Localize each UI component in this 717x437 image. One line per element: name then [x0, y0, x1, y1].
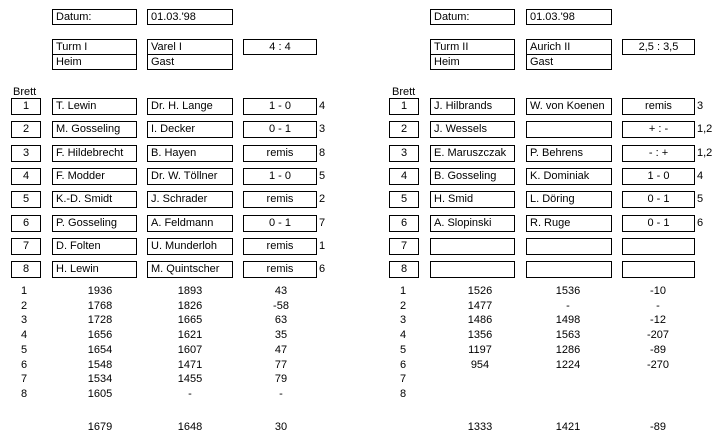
board-result-field[interactable]: 1 - 0: [243, 98, 317, 115]
rating-home-value: 1936: [87, 285, 113, 297]
rating-row-number: 3: [399, 314, 407, 326]
rating-row-number: 5: [20, 344, 28, 356]
left-team-guest-field[interactable]: Varel I: [147, 39, 233, 55]
board-home-player-field[interactable]: J. Wessels: [430, 121, 515, 138]
right-home-label: Heim: [430, 54, 515, 70]
rating-guest-value: 1826: [177, 300, 203, 312]
board-guest-player-field[interactable]: U. Munderloh: [147, 238, 233, 255]
rating-row-number: 6: [399, 359, 407, 371]
board-note: 4: [319, 100, 326, 112]
rating-guest-value: 1665: [177, 314, 203, 326]
rating-guest-average: 1648: [177, 421, 203, 433]
rating-diff-value: 47: [274, 344, 288, 356]
board-number: 6: [11, 215, 41, 232]
rating-guest-value: 1455: [177, 373, 203, 385]
rating-home-value: 1486: [467, 314, 493, 326]
board-result-field[interactable]: remis: [243, 145, 317, 162]
rating-guest-value: 1471: [177, 359, 203, 371]
board-note: 5: [697, 193, 704, 205]
rating-home-value: 1356: [467, 329, 493, 341]
left-home-label: Heim: [52, 54, 137, 70]
rating-row-number: 2: [20, 300, 28, 312]
rating-row-number: 3: [20, 314, 28, 326]
board-number: 4: [389, 168, 419, 185]
board-result-field[interactable]: remis: [243, 238, 317, 255]
board-result-field[interactable]: + : -: [622, 121, 695, 138]
left-guest-label: Gast: [147, 54, 233, 70]
board-result-field[interactable]: 1 - 0: [243, 168, 317, 185]
rating-home-average: 1679: [87, 421, 113, 433]
rating-guest-average: 1421: [555, 421, 581, 433]
rating-home-value: 1477: [467, 300, 493, 312]
rating-row-number: 8: [20, 388, 28, 400]
board-result-field[interactable]: [622, 261, 695, 278]
board-guest-player-field[interactable]: I. Decker: [147, 121, 233, 138]
board-note: 6: [697, 217, 704, 229]
board-note: 1,2: [697, 147, 713, 159]
rating-home-value: 1654: [87, 344, 113, 356]
board-result-field[interactable]: remis: [622, 98, 695, 115]
board-number: 6: [389, 215, 419, 232]
board-home-player-field[interactable]: M. Gosseling: [52, 121, 137, 138]
board-number: 3: [11, 145, 41, 162]
board-guest-player-field[interactable]: A. Feldmann: [147, 215, 233, 232]
board-guest-player-field[interactable]: J. Schrader: [147, 191, 233, 208]
board-result-field[interactable]: 0 - 1: [243, 121, 317, 138]
board-home-player-field[interactable]: H. Smid: [430, 191, 515, 208]
board-note: 3: [319, 123, 326, 135]
board-home-player-field[interactable]: J. Hilbrands: [430, 98, 515, 115]
board-guest-player-field[interactable]: L. Döring: [526, 191, 612, 208]
rating-row-number: 4: [20, 329, 28, 341]
rating-guest-value: 1621: [177, 329, 203, 341]
right-datum-field[interactable]: 01.03.'98: [526, 9, 612, 25]
board-guest-player-field[interactable]: K. Dominiak: [526, 168, 612, 185]
board-home-player-field[interactable]: K.-D. Smidt: [52, 191, 137, 208]
rating-guest-value: 1286: [555, 344, 581, 356]
rating-guest-value: 1893: [177, 285, 203, 297]
board-result-field[interactable]: - : +: [622, 145, 695, 162]
rating-guest-value: -: [188, 388, 192, 400]
board-number: 3: [389, 145, 419, 162]
right-score-field[interactable]: 2,5 : 3,5: [622, 39, 695, 55]
rating-home-value: 1548: [87, 359, 113, 371]
rating-diff-value: -207: [646, 329, 670, 341]
rating-guest-value: -: [566, 300, 570, 312]
board-result-field[interactable]: 1 - 0: [622, 168, 695, 185]
board-home-player-field[interactable]: A. Slopinski: [430, 215, 515, 232]
board-number: 2: [11, 121, 41, 138]
board-note: 2: [319, 193, 326, 205]
rating-home-value: 1526: [467, 285, 493, 297]
board-result-field[interactable]: remis: [243, 261, 317, 278]
rating-diff-value: 43: [274, 285, 288, 297]
rating-row-number: 4: [399, 329, 407, 341]
board-guest-player-field[interactable]: [526, 261, 612, 278]
board-guest-player-field[interactable]: Dr. W. Töllner: [147, 168, 233, 185]
rating-row-number: 7: [399, 373, 407, 385]
rating-diff-value: 77: [274, 359, 288, 371]
rating-row-number: 8: [399, 388, 407, 400]
rating-home-value: 1197: [468, 344, 492, 356]
right-brett-label: Brett: [392, 86, 416, 98]
board-number: 2: [389, 121, 419, 138]
board-home-player-field[interactable]: H. Lewin: [52, 261, 137, 278]
right-team-guest-field[interactable]: Aurich II: [526, 39, 612, 55]
board-guest-player-field[interactable]: M. Quintscher: [147, 261, 233, 278]
board-number: 1: [389, 98, 419, 115]
left-team-home-field[interactable]: Turm I: [52, 39, 137, 55]
board-note: 3: [697, 100, 704, 112]
rating-home-value: 1534: [87, 373, 113, 385]
right-team-home-field[interactable]: Turm II: [430, 39, 515, 55]
rating-home-value: 954: [470, 359, 490, 371]
rating-row-number: 7: [20, 373, 28, 385]
right-guest-label: Gast: [526, 54, 612, 70]
board-result-field[interactable]: 0 - 1: [243, 215, 317, 232]
board-note: 5: [319, 170, 326, 182]
board-number: 8: [11, 261, 41, 278]
board-number: 7: [11, 238, 41, 255]
rating-diff-value: -: [279, 388, 283, 400]
board-note: 4: [697, 170, 704, 182]
board-number: 5: [11, 191, 41, 208]
board-guest-player-field[interactable]: R. Ruge: [526, 215, 612, 232]
left-score-field[interactable]: 4 : 4: [243, 39, 317, 55]
left-datum-field[interactable]: 01.03.'98: [147, 9, 233, 25]
board-guest-player-field[interactable]: P. Behrens: [526, 145, 612, 162]
board-number: 1: [11, 98, 41, 115]
board-guest-player-field[interactable]: [526, 238, 612, 255]
rating-row-number: 1: [20, 285, 28, 297]
board-note: 7: [319, 217, 326, 229]
rating-guest-value: 1536: [555, 285, 581, 297]
rating-diff-value: -: [656, 300, 660, 312]
board-home-player-field[interactable]: T. Lewin: [52, 98, 137, 115]
rating-diff-average: -89: [650, 421, 666, 433]
left-datum-label: Datum:: [52, 9, 137, 25]
board-guest-player-field[interactable]: Dr. H. Lange: [147, 98, 233, 115]
board-number: 8: [389, 261, 419, 278]
board-result-field[interactable]: remis: [243, 191, 317, 208]
board-home-player-field[interactable]: B. Gosseling: [430, 168, 515, 185]
rating-diff-value: -10: [650, 285, 666, 297]
board-guest-player-field[interactable]: W. von Koenen: [526, 98, 612, 115]
board-note: 6: [319, 263, 326, 275]
board-guest-player-field[interactable]: [526, 121, 612, 138]
rating-guest-value: 1563: [555, 329, 581, 341]
rating-diff-value: 79: [274, 373, 288, 385]
board-note: 8: [319, 147, 326, 159]
rating-diff-value: 63: [274, 314, 288, 326]
rating-diff-value: -12: [650, 314, 666, 326]
board-home-player-field[interactable]: D. Folten: [52, 238, 137, 255]
board-number: 4: [11, 168, 41, 185]
board-guest-player-field[interactable]: B. Hayen: [147, 145, 233, 162]
board-home-player-field[interactable]: F. Hildebrecht: [52, 145, 137, 162]
rating-row-number: 5: [399, 344, 407, 356]
rating-diff-value: -58: [273, 300, 289, 312]
board-number: 5: [389, 191, 419, 208]
rating-row-number: 1: [399, 285, 407, 297]
board-home-player-field[interactable]: P. Gosseling: [52, 215, 137, 232]
board-result-field[interactable]: 0 - 1: [622, 191, 695, 208]
rating-diff-average: 30: [274, 421, 288, 433]
rating-home-value: 1728: [87, 314, 113, 326]
board-home-player-field[interactable]: F. Modder: [52, 168, 137, 185]
rating-diff-value: 35: [274, 329, 288, 341]
rating-home-value: 1605: [87, 388, 113, 400]
board-note: 1,2: [697, 123, 713, 135]
rating-guest-value: 1607: [177, 344, 203, 356]
rating-diff-value: -89: [650, 344, 666, 356]
board-note: 1: [319, 240, 326, 252]
rating-guest-value: 1224: [555, 359, 581, 371]
board-home-player-field[interactable]: [430, 261, 515, 278]
rating-home-average: 1333: [467, 421, 493, 433]
rating-guest-value: 1498: [555, 314, 581, 326]
left-brett-label: Brett: [13, 86, 37, 98]
right-datum-label: Datum:: [430, 9, 515, 25]
rating-row-number: 6: [20, 359, 28, 371]
rating-home-value: 1656: [87, 329, 113, 341]
board-number: 7: [389, 238, 419, 255]
board-home-player-field[interactable]: [430, 238, 515, 255]
board-result-field[interactable]: 0 - 1: [622, 215, 695, 232]
board-home-player-field[interactable]: E. Maruszczak: [430, 145, 515, 162]
board-result-field[interactable]: [622, 238, 695, 255]
rating-row-number: 2: [399, 300, 407, 312]
rating-diff-value: -270: [646, 359, 670, 371]
rating-home-value: 1768: [87, 300, 113, 312]
